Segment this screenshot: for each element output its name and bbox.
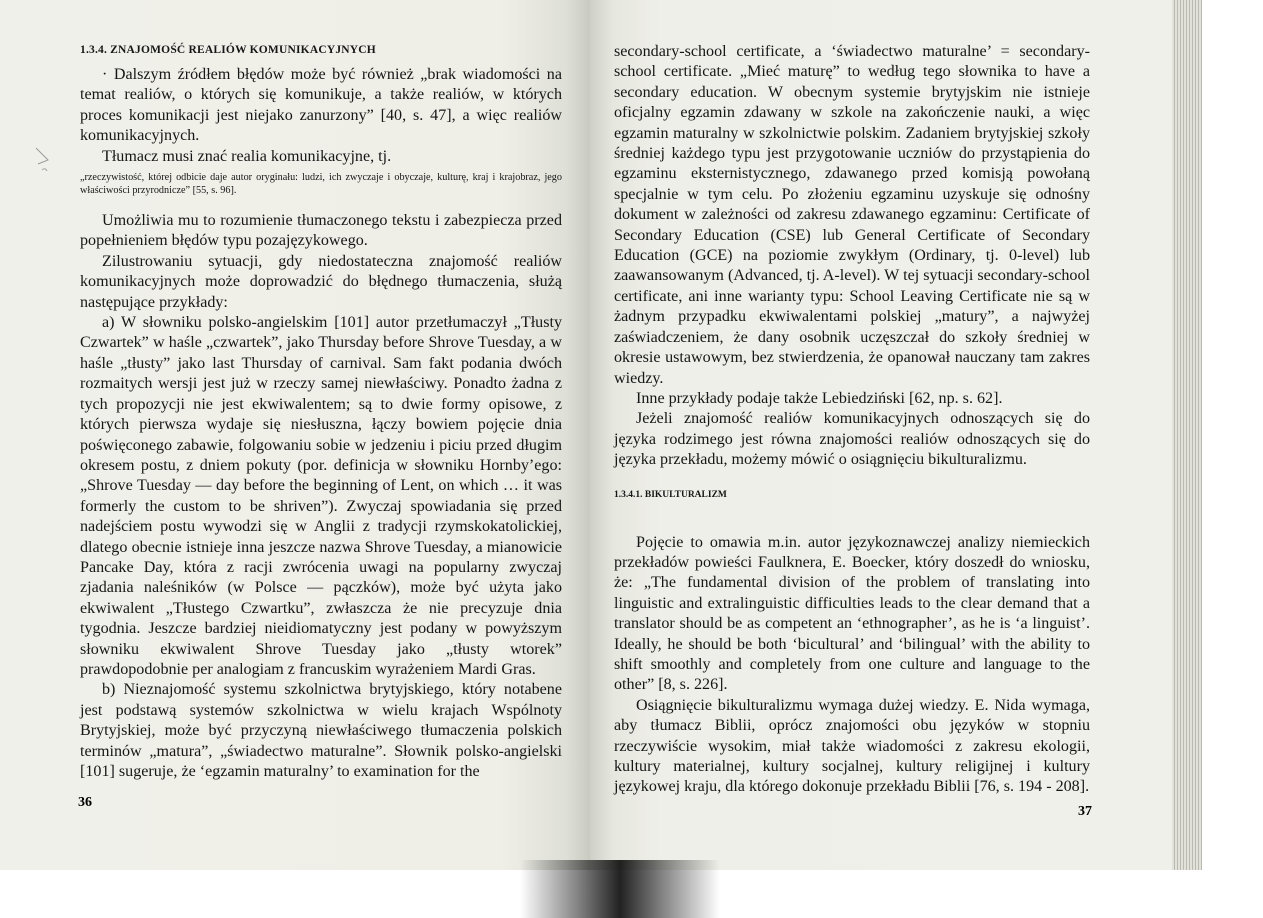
- page-number: 36: [78, 795, 92, 810]
- paragraph: b) Nieznajomość systemu szkolnictwa brytyjskiego, który notabene jest podstawą systemów szkolnictwa w wielu krajach Wspólnoty Brytyjskiej, może być przyczyną niewłaściwego tłumaczenia polskich terminów „matura”, „świadectwo maturalne”. Słownik polsko-angielski [101] sugeruje, że ‘egzamin maturalny’ to examination for the: [80, 681, 562, 780]
- paragraph: · Dalszym źródłem błędów może być również „brak wiadomości na temat realiów, o których się komunikuje, a także realiów, w których proces komunikacji jest niejako zanurzony” [40, s. 47], a więc realiów komunikacyjnych.: [80, 66, 562, 145]
- paragraph: secondary-school certificate, a ‘świadectwo maturalne’ = secondary-school certificate. „Mieć maturę” to według tego słownika to have a secondary education. W obecnym systemie brytyjskim nie istnieje oficjalny egzamin zdawany w szkole na zakończenie nauki, a więc egzamin maturalny w szkolnictwie polskim. Zadaniem brytyjskiej szkoły średniej każdego typu jest przygotowanie uczniów do przystąpienia do egzaminu eksternistycznego, zdawanego przed komisją powołaną specjalnie w tym celu. Po złożeniu egzaminu uzyskuje się odnośny dokument w zależności od zakresu zdawanego egzaminu: Certificate of Secondary Education (CSE) lub General Certificate of Secondary Education (GCE) na poziomie zwykłym (Ordinary, tj. 0-level) lub zaawansowanym (Advanced, tj. A-level). W tej sytuacji secondary-school certificate, ani inne warianty typu: School Leaving Certificate nie są w żadnym przypadku ekwiwalentami polskiej „matury”, a najwyżej zaświadczeniem, że dany osobnik uczęszczał do szkoły średniej w okresie ustawowym, bez stwierdzenia, że opanował nauczany tam zakres wiedzy.: [614, 43, 1090, 387]
- paragraph: a) W słowniku polsko-angielskim [101] autor przetłumaczył „Tłusty Czwartek” w haśle „czwartek”, jako Thursday before Shrove Tuesday, a w haśle „tłusty” jako last Thursday of carnival. Sam fakt podania dwóch rozmaitych wersji jest już w rzeczy samej niewłaściwy. Ponadto żadna z tych propozycji nie jest ekwiwalentem; są to dwie formy opisowe, z których pierwsza wydaje się niesłuszna, łączy bowiem pojęcie dnia poświęconego zabawie, folgowaniu sobie w jedzeniu i piciu przed długim okresem postu, z dniem pokuty (por. definicja w słowniku Hornby’ego: „Shrove Tuesday — day before the beginning of Lent, on which … it was formerly the custom to be shriven”). Zwyczaj spowiadania się przed nadejściem postu wywodzi się w Anglii z tradycji rzymskokatolickiej, dlatego obecnie istnieje inna jeszcze nazwa Shrove Tuesday, a mianowicie Pancake Day, która z racji zwrócenia uwagi na popularny zwyczaj zjadania naleśników (w Polsce — pączków), może być użyta jako ekwiwalent „Tłustego Czwartku”, zwłaszcza że nie precyzuje dnia tygodnia. Jeszcze bardziej nieidiomatyczny jest podany w powyższym słowniku ekwiwalent Shrove Tuesday jako „tłusty wtorek” prawdopodobnie per analogiam z francuskim wyrażeniem Mardi Gras.: [80, 314, 562, 678]
- scanner-shadow: [520, 860, 720, 918]
- block-quote: „rzeczywistość, której odbicie daje autor oryginału: ludzi, ich zwyczaje i obyczaje, kulturę, kraj i krajobraz, jego właściwości przyrodnicze” [55, s. 96].: [80, 172, 562, 197]
- subsection-heading: 1.3.4.1. BIKULTURALIZM: [614, 489, 727, 500]
- paragraph: Zilustrowaniu sytuacji, gdy niedostateczna znajomość realiów komunikacyjnych może doprowadzić do błędnego tłumaczenia, służą następujące przykłady:: [80, 252, 562, 311]
- left-text-column: [80, 40, 562, 782]
- spacer: [614, 513, 1090, 533]
- paragraph: Pojęcie to omawia m.in. autor językoznawczej analizy niemieckich przekładów powieści Faulknera, E. Boecker, który doszedł do wniosku, że: „The fundamental division of the problem of translating into linguistic and extralinguistic difficulties leads to the clear demand that a translator should be as competent an ‘ethnographer’, as he is ‘a linguist’. Ideally, he should be both ‘bicultural’ and ‘bilingual’ with the ability to shift smoothly and completely from one culture and language to the other” [8, s. 226].: [614, 533, 1090, 694]
- section-heading: 1.3.4. ZNAJOMOŚĆ REALIÓW KOMUNIKACYJNYCH: [80, 44, 376, 56]
- page-number: 37: [1078, 804, 1092, 819]
- paragraph: Inne przykłady podaje także Lebiedziński [62, np. s. 62].: [636, 389, 1003, 407]
- paragraph: Umożliwia mu to rozumienie tłumaczonego tekstu i zabezpiecza przed popełnieniem błędów typu pozajęzykowego.: [80, 212, 562, 250]
- paragraph: Osiągnięcie bikulturalizmu wymaga dużej wiedzy. E. Nida wymaga, aby tłumacz Biblii, oprócz znajomości obu języków w stopniu rzeczywiście wysokim, miał także wiadomości z zakresu ekologii, kultury materialnej, kultury socjalnej, kultury religijnej i kultury językowej kraju, dla którego dokonuje przekładu Biblii [76, s. 194 - 208].: [614, 696, 1090, 796]
- right-page: [590, 0, 1172, 870]
- book-page-edges: [1172, 0, 1202, 870]
- left-page: [0, 0, 590, 870]
- right-text-column: [614, 42, 1090, 798]
- pencil-margin-mark-icon: [34, 144, 68, 184]
- spacer: [614, 471, 1090, 489]
- paragraph: Tłumacz musi znać realia komunikacyjne, tj.: [102, 147, 392, 165]
- paragraph: Jeżeli znajomość realiów komunikacyjnych odnoszących się do języka rodzimego jest równa znajomości realiów odnoszących się do języka przekładu, możemy mówić o osiągnięciu bikulturalizmu.: [614, 410, 1090, 469]
